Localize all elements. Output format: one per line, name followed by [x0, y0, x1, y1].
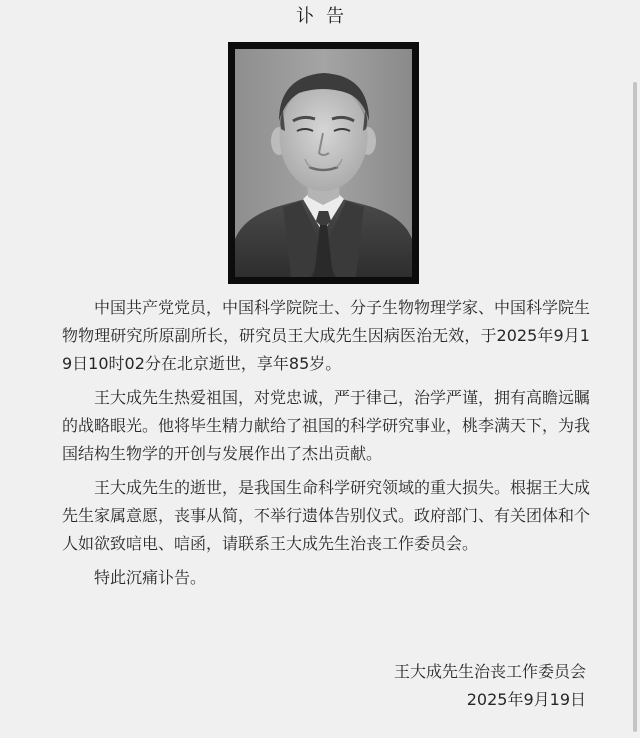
paragraph-4: 特此沉痛讣告。	[94, 568, 207, 587]
paragraph-2: 王大成先生热爱祖国，对党忠诚，严于律己，治学严谨，拥有高瞻远瞩的战略眼光。他将毕生精力献给了祖国的科学研究事业，桃李满天下，为我国结构生物学的开创与发展作出了杰出贡献。	[62, 388, 591, 463]
page-title: 讣告	[296, 6, 356, 27]
obituary-body	[62, 294, 590, 598]
portrait-photo	[235, 49, 412, 277]
portrait-frame	[228, 42, 419, 284]
signature-organization: 王大成先生治丧工作委员会	[393, 662, 586, 681]
signature-date: 2025年9月19日	[466, 690, 586, 709]
signature-block	[286, 658, 586, 714]
paragraph-3: 王大成先生的逝世，是我国生命科学研究领域的重大损失。根据王大成先生家属意愿，丧事从简，不举行遗体告别仪式。政府部门、有关团体和个人如欲致唁电、唁函，请联系王大成先生治丧工作委员会。	[62, 478, 591, 553]
paragraph-1: 中国共产党党员，中国科学院院士、分子生物物理学家、中国科学院生物物理研究所原副所长，研究员王大成先生因病医治无效，于2025年9月19日10时02分在北京逝世，享年85岁。	[62, 298, 591, 373]
scrollbar[interactable]	[633, 82, 637, 732]
